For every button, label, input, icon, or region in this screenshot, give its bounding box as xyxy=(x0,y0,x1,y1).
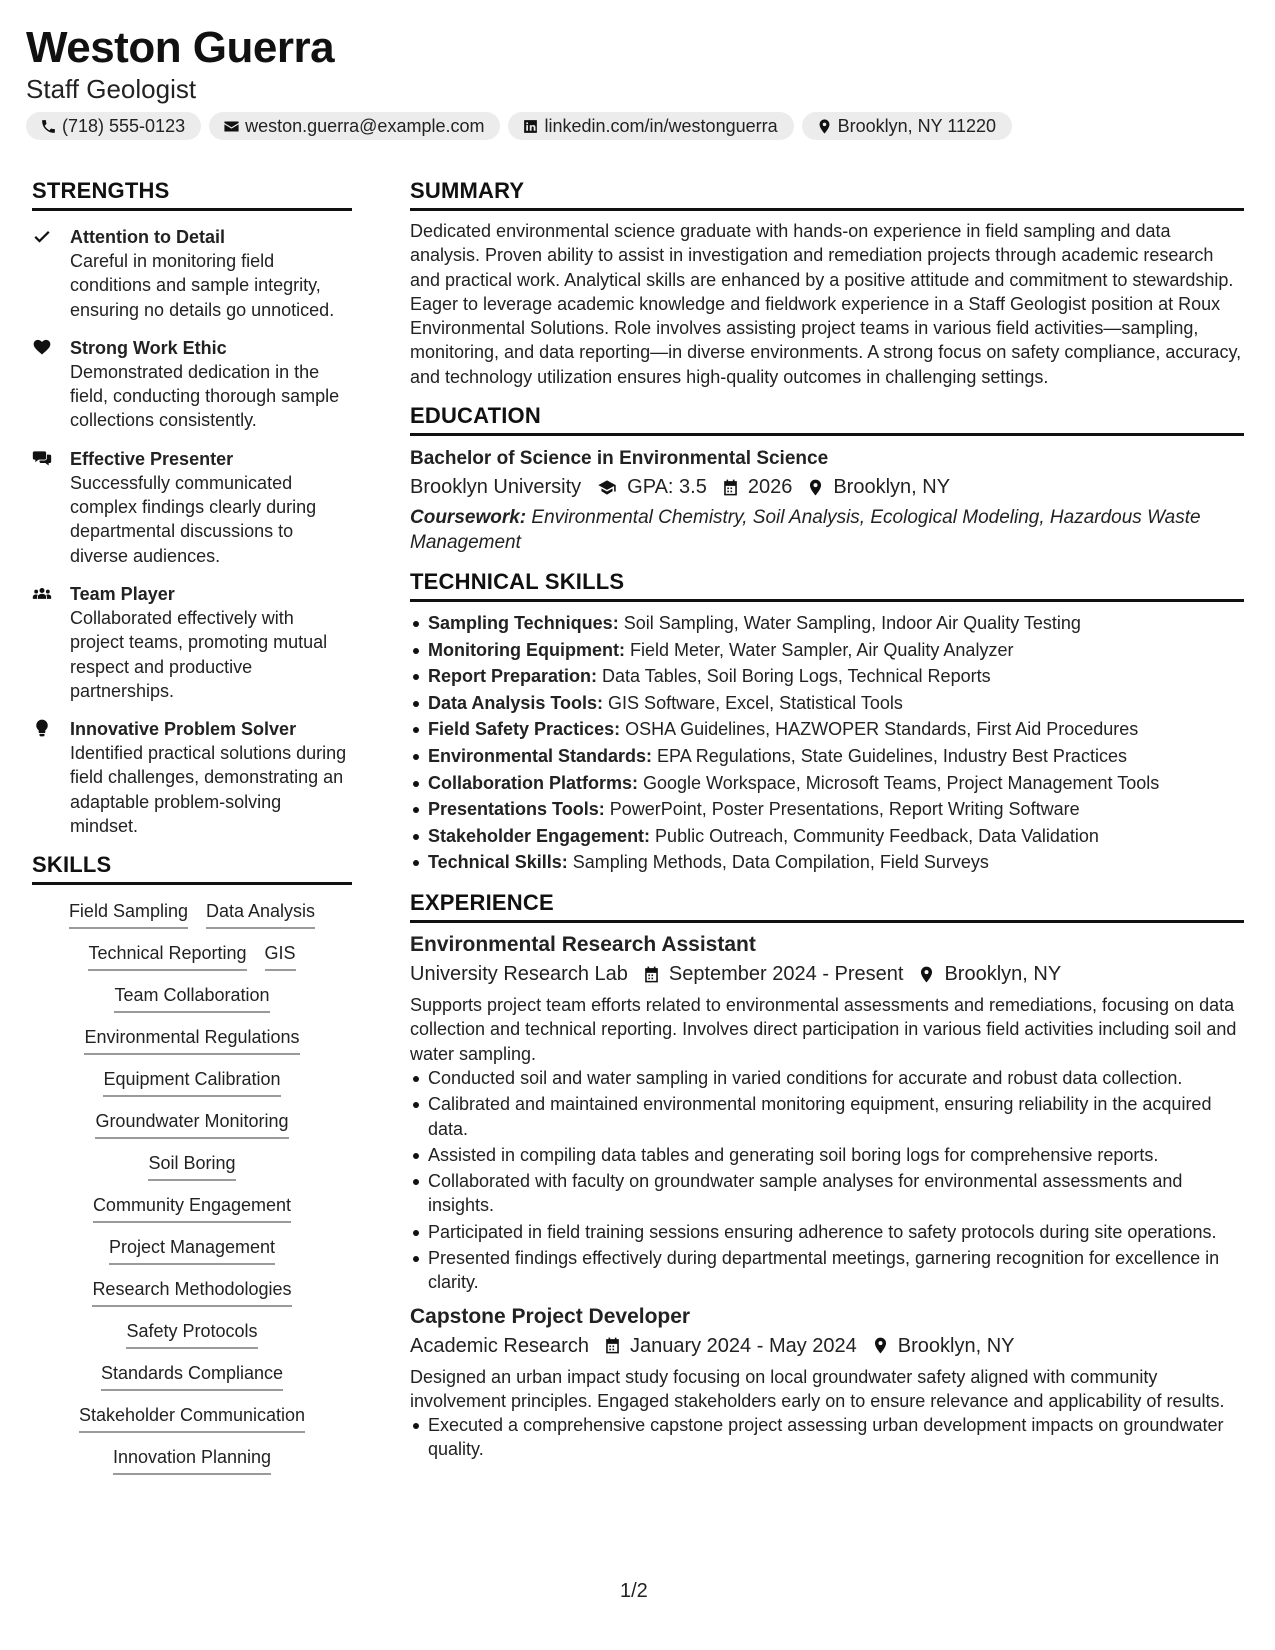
contact-bar xyxy=(26,112,1246,140)
contact-phone-text: (718) 555-0123 xyxy=(62,115,186,136)
skill-tag: Groundwater Monitoring xyxy=(95,1109,288,1139)
map-pin-icon xyxy=(871,1336,890,1355)
skill-category: Data Analysis Tools: xyxy=(428,692,604,713)
calendar-icon xyxy=(642,965,661,984)
technical-skills-heading: TECHNICAL SKILLS xyxy=(410,569,1244,602)
graduation-year: 2026 xyxy=(747,476,793,499)
strength-item xyxy=(32,447,352,568)
skill-values: Data Tables, Soil Boring Logs, Technical Reports xyxy=(597,666,991,687)
skill-category: Sampling Techniques: xyxy=(428,613,619,634)
summary-section xyxy=(410,178,1244,389)
job-entry xyxy=(410,1303,1244,1462)
strength-item xyxy=(32,225,352,322)
strengths-heading: STRENGTHS xyxy=(32,178,352,211)
skill-values: Public Outreach, Community Feedback, Data Validation xyxy=(650,825,1099,846)
strengths-list xyxy=(32,225,352,838)
calendar-icon xyxy=(721,478,740,497)
skills-list xyxy=(32,899,352,1487)
job-entry xyxy=(410,931,1244,1295)
skill-category: Stakeholder Engagement: xyxy=(428,825,651,846)
skill-values: EPA Regulations, State Guidelines, Industry Best Practices xyxy=(652,746,1127,767)
skill-tag: Data Analysis xyxy=(206,899,315,929)
job-org: University Research Lab xyxy=(410,963,628,986)
contact-location-text: Brooklyn, NY 11220 xyxy=(837,115,997,136)
contact-email[interactable] xyxy=(209,112,500,140)
skill-values: OSHA Guidelines, HAZWOPER Standards, First Aid Procedures xyxy=(620,719,1139,740)
gpa-value: GPA: 3.5 xyxy=(627,476,707,499)
list-item xyxy=(410,610,1244,637)
list-item: Calibrated and maintained environmental monitoring equipment, ensuring reliability in the acquired data. xyxy=(410,1092,1244,1141)
skill-category: Monitoring Equipment: xyxy=(428,639,625,660)
lightbulb-icon xyxy=(32,718,52,738)
list-item xyxy=(410,663,1244,690)
skill-tag: Environmental Regulations xyxy=(84,1025,299,1055)
job-description: Supports project team efforts related to environmental assessments and remediations, focusing on data collection and technical reporting. Involves direct participation in various field activities including soil and water sampling. xyxy=(410,995,1237,1064)
candidate-name: Weston Guerra xyxy=(26,23,335,72)
skills-heading: SKILLS xyxy=(32,852,352,885)
job-title: Capstone Project Developer xyxy=(410,1304,691,1328)
job-location: Brooklyn, NY xyxy=(897,1334,1015,1357)
job-meta xyxy=(410,1331,1244,1361)
list-item xyxy=(410,743,1244,770)
strength-title: Innovative Problem Solver xyxy=(70,719,297,740)
skill-tag: Stakeholder Communication xyxy=(79,1403,305,1433)
school-location: Brooklyn, NY xyxy=(833,476,951,499)
contact-email-text: weston.guerra@example.com xyxy=(245,115,485,136)
experience-section xyxy=(410,890,1244,1462)
strength-desc: Successfully communicated complex findings clearly during departmental discussions to diverse audiences. xyxy=(70,472,317,566)
skill-values: Field Meter, Water Sampler, Air Quality Analyzer xyxy=(624,639,1014,660)
list-item: Presented findings effectively during departmental meetings, garnering recognition for excellence in clarity. xyxy=(410,1246,1244,1295)
list-item xyxy=(410,637,1244,664)
list-item xyxy=(410,716,1244,743)
linkedin-icon xyxy=(522,118,539,135)
contact-linkedin-text: linkedin.com/in/westonguerra xyxy=(544,115,778,136)
strength-item xyxy=(32,336,352,433)
strength-title: Effective Presenter xyxy=(70,448,234,469)
list-item xyxy=(410,770,1244,797)
phone-icon xyxy=(40,118,57,135)
degree-title: Bachelor of Science in Environmental Science xyxy=(410,448,829,470)
list-item: Assisted in compiling data tables and generating soil boring logs for comprehensive reports. xyxy=(410,1143,1244,1167)
skill-tag: Research Methodologies xyxy=(92,1277,291,1307)
strength-desc: Careful in monitoring field conditions and sample integrity, ensuring no details go unnoticed. xyxy=(70,251,335,320)
skill-tag: Team Collaboration xyxy=(114,983,269,1013)
summary-heading: SUMMARY xyxy=(410,178,1244,211)
graduation-cap-icon xyxy=(595,478,619,497)
strength-title: Strong Work Ethic xyxy=(70,337,227,358)
calendar-icon xyxy=(603,1336,622,1355)
contact-phone[interactable] xyxy=(26,112,201,140)
list-item xyxy=(410,849,1244,876)
comments-icon xyxy=(32,448,52,468)
skill-category: Technical Skills: xyxy=(428,852,568,873)
education-section xyxy=(410,403,1244,555)
job-bullets xyxy=(410,1413,1244,1462)
strength-title: Team Player xyxy=(70,583,175,604)
contact-linkedin[interactable] xyxy=(508,112,793,140)
job-meta xyxy=(410,959,1244,989)
list-item xyxy=(410,823,1244,850)
strength-desc: Collaborated effectively with project teams, promoting mutual respect and productive partnerships. xyxy=(70,607,328,701)
job-dates: September 2024 - Present xyxy=(668,963,904,986)
candidate-title: Staff Geologist xyxy=(26,74,197,104)
coursework-list: Environmental Chemistry, Soil Analysis, Ecological Modeling, Hazardous Waste Management xyxy=(410,507,1201,553)
coursework xyxy=(410,506,1244,555)
skill-tag: Community Engagement xyxy=(93,1193,291,1223)
skill-tag: GIS xyxy=(265,941,296,971)
skill-category: Field Safety Practices: xyxy=(428,719,621,740)
skill-tag: Technical Reporting xyxy=(88,941,246,971)
skill-category: Presentations Tools: xyxy=(428,799,605,820)
map-pin-icon xyxy=(917,965,936,984)
skill-tag: Field Sampling xyxy=(69,899,188,929)
job-org: Academic Research xyxy=(410,1334,589,1357)
strength-desc: Identified practical solutions during field challenges, demonstrating an adaptable problem-solving mindset. xyxy=(70,743,347,837)
coursework-label: Coursework: xyxy=(410,507,527,529)
job-location: Brooklyn, NY xyxy=(944,963,1062,986)
list-item: Executed a comprehensive capstone project assessing urban development impacts on groundwater quality. xyxy=(410,1413,1244,1462)
education-meta xyxy=(410,472,1244,502)
strength-item xyxy=(32,717,352,838)
skill-tag: Equipment Calibration xyxy=(103,1067,280,1097)
skill-values: Sampling Methods, Data Compilation, Field Surveys xyxy=(567,852,989,873)
skills-section xyxy=(32,852,352,1487)
skill-category: Environmental Standards: xyxy=(428,746,653,767)
users-icon xyxy=(32,583,52,603)
page-number: 1/2 xyxy=(620,1580,648,1602)
skill-category: Report Preparation: xyxy=(428,666,598,687)
list-item: Conducted soil and water sampling in varied conditions for accurate and robust data collection. xyxy=(410,1066,1244,1090)
education-heading: EDUCATION xyxy=(410,403,1244,436)
skill-values: Google Workspace, Microsoft Teams, Project Management Tools xyxy=(638,772,1160,793)
job-title: Environmental Research Assistant xyxy=(410,933,756,957)
list-item: Collaborated with faculty on groundwater sample analyses for environmental assessments and insights. xyxy=(410,1169,1244,1218)
strength-title: Attention to Detail xyxy=(70,227,225,247)
skill-tag: Standards Compliance xyxy=(101,1361,283,1391)
left-column xyxy=(32,178,352,1487)
map-pin-icon xyxy=(816,118,833,135)
job-dates: January 2024 - May 2024 xyxy=(629,1334,857,1357)
skill-tag: Soil Boring xyxy=(148,1151,235,1181)
strength-item xyxy=(32,582,352,703)
job-bullets xyxy=(410,1066,1244,1295)
school-name: Brooklyn University xyxy=(410,476,582,499)
skill-values: Soil Sampling, Water Sampling, Indoor Air Quality Testing xyxy=(618,613,1081,634)
envelope-icon xyxy=(223,118,240,135)
resume-header xyxy=(26,22,1246,140)
right-column xyxy=(410,178,1244,1476)
summary-text: Dedicated environmental science graduate with hands-on experience in field sampling and data analysis. Proven ability to assist in investigation and remediation projects through academic research and practical work. Analytical skills are enhanced by a positive attitude and commitment to stewardship. Eager to leverage academic knowledge and fieldwork experience in a Staff Geologist position at Roux Environmental Solutions. Role involves assisting project teams in various field activities—sampling, monitoring, and data reporting—in diverse environments. A strong focus on safety compliance, accuracy, and technology utilization ensures high-quality outcomes in challenging settings. xyxy=(410,221,1242,387)
job-description: Designed an urban impact study focusing on local groundwater safety aligned with community involvement principles. Engaged stakeholders early on to ensure relevance and applicability of results. xyxy=(410,1366,1225,1411)
map-pin-icon xyxy=(806,478,825,497)
skill-tag: Safety Protocols xyxy=(126,1319,257,1349)
heart-icon xyxy=(32,337,52,357)
skill-tag: Innovation Planning xyxy=(113,1445,271,1475)
skill-values: PowerPoint, Poster Presentations, Report Writing Software xyxy=(604,799,1080,820)
list-item xyxy=(410,796,1244,823)
experience-heading: EXPERIENCE xyxy=(410,890,1244,923)
skill-category: Collaboration Platforms: xyxy=(428,772,639,793)
technical-skills-section xyxy=(410,569,1244,876)
checkmark-icon xyxy=(32,226,52,246)
skill-values: GIS Software, Excel, Statistical Tools xyxy=(603,692,903,713)
contact-location xyxy=(802,112,1012,140)
strength-desc: Demonstrated dedication in the field, conducting thorough sample collections consistently. xyxy=(70,361,340,431)
skill-tag: Project Management xyxy=(109,1235,275,1265)
list-item: Participated in field training sessions ensuring adherence to safety protocols during site operations. xyxy=(410,1220,1244,1244)
list-item xyxy=(410,690,1244,717)
technical-skills-list xyxy=(410,610,1244,876)
